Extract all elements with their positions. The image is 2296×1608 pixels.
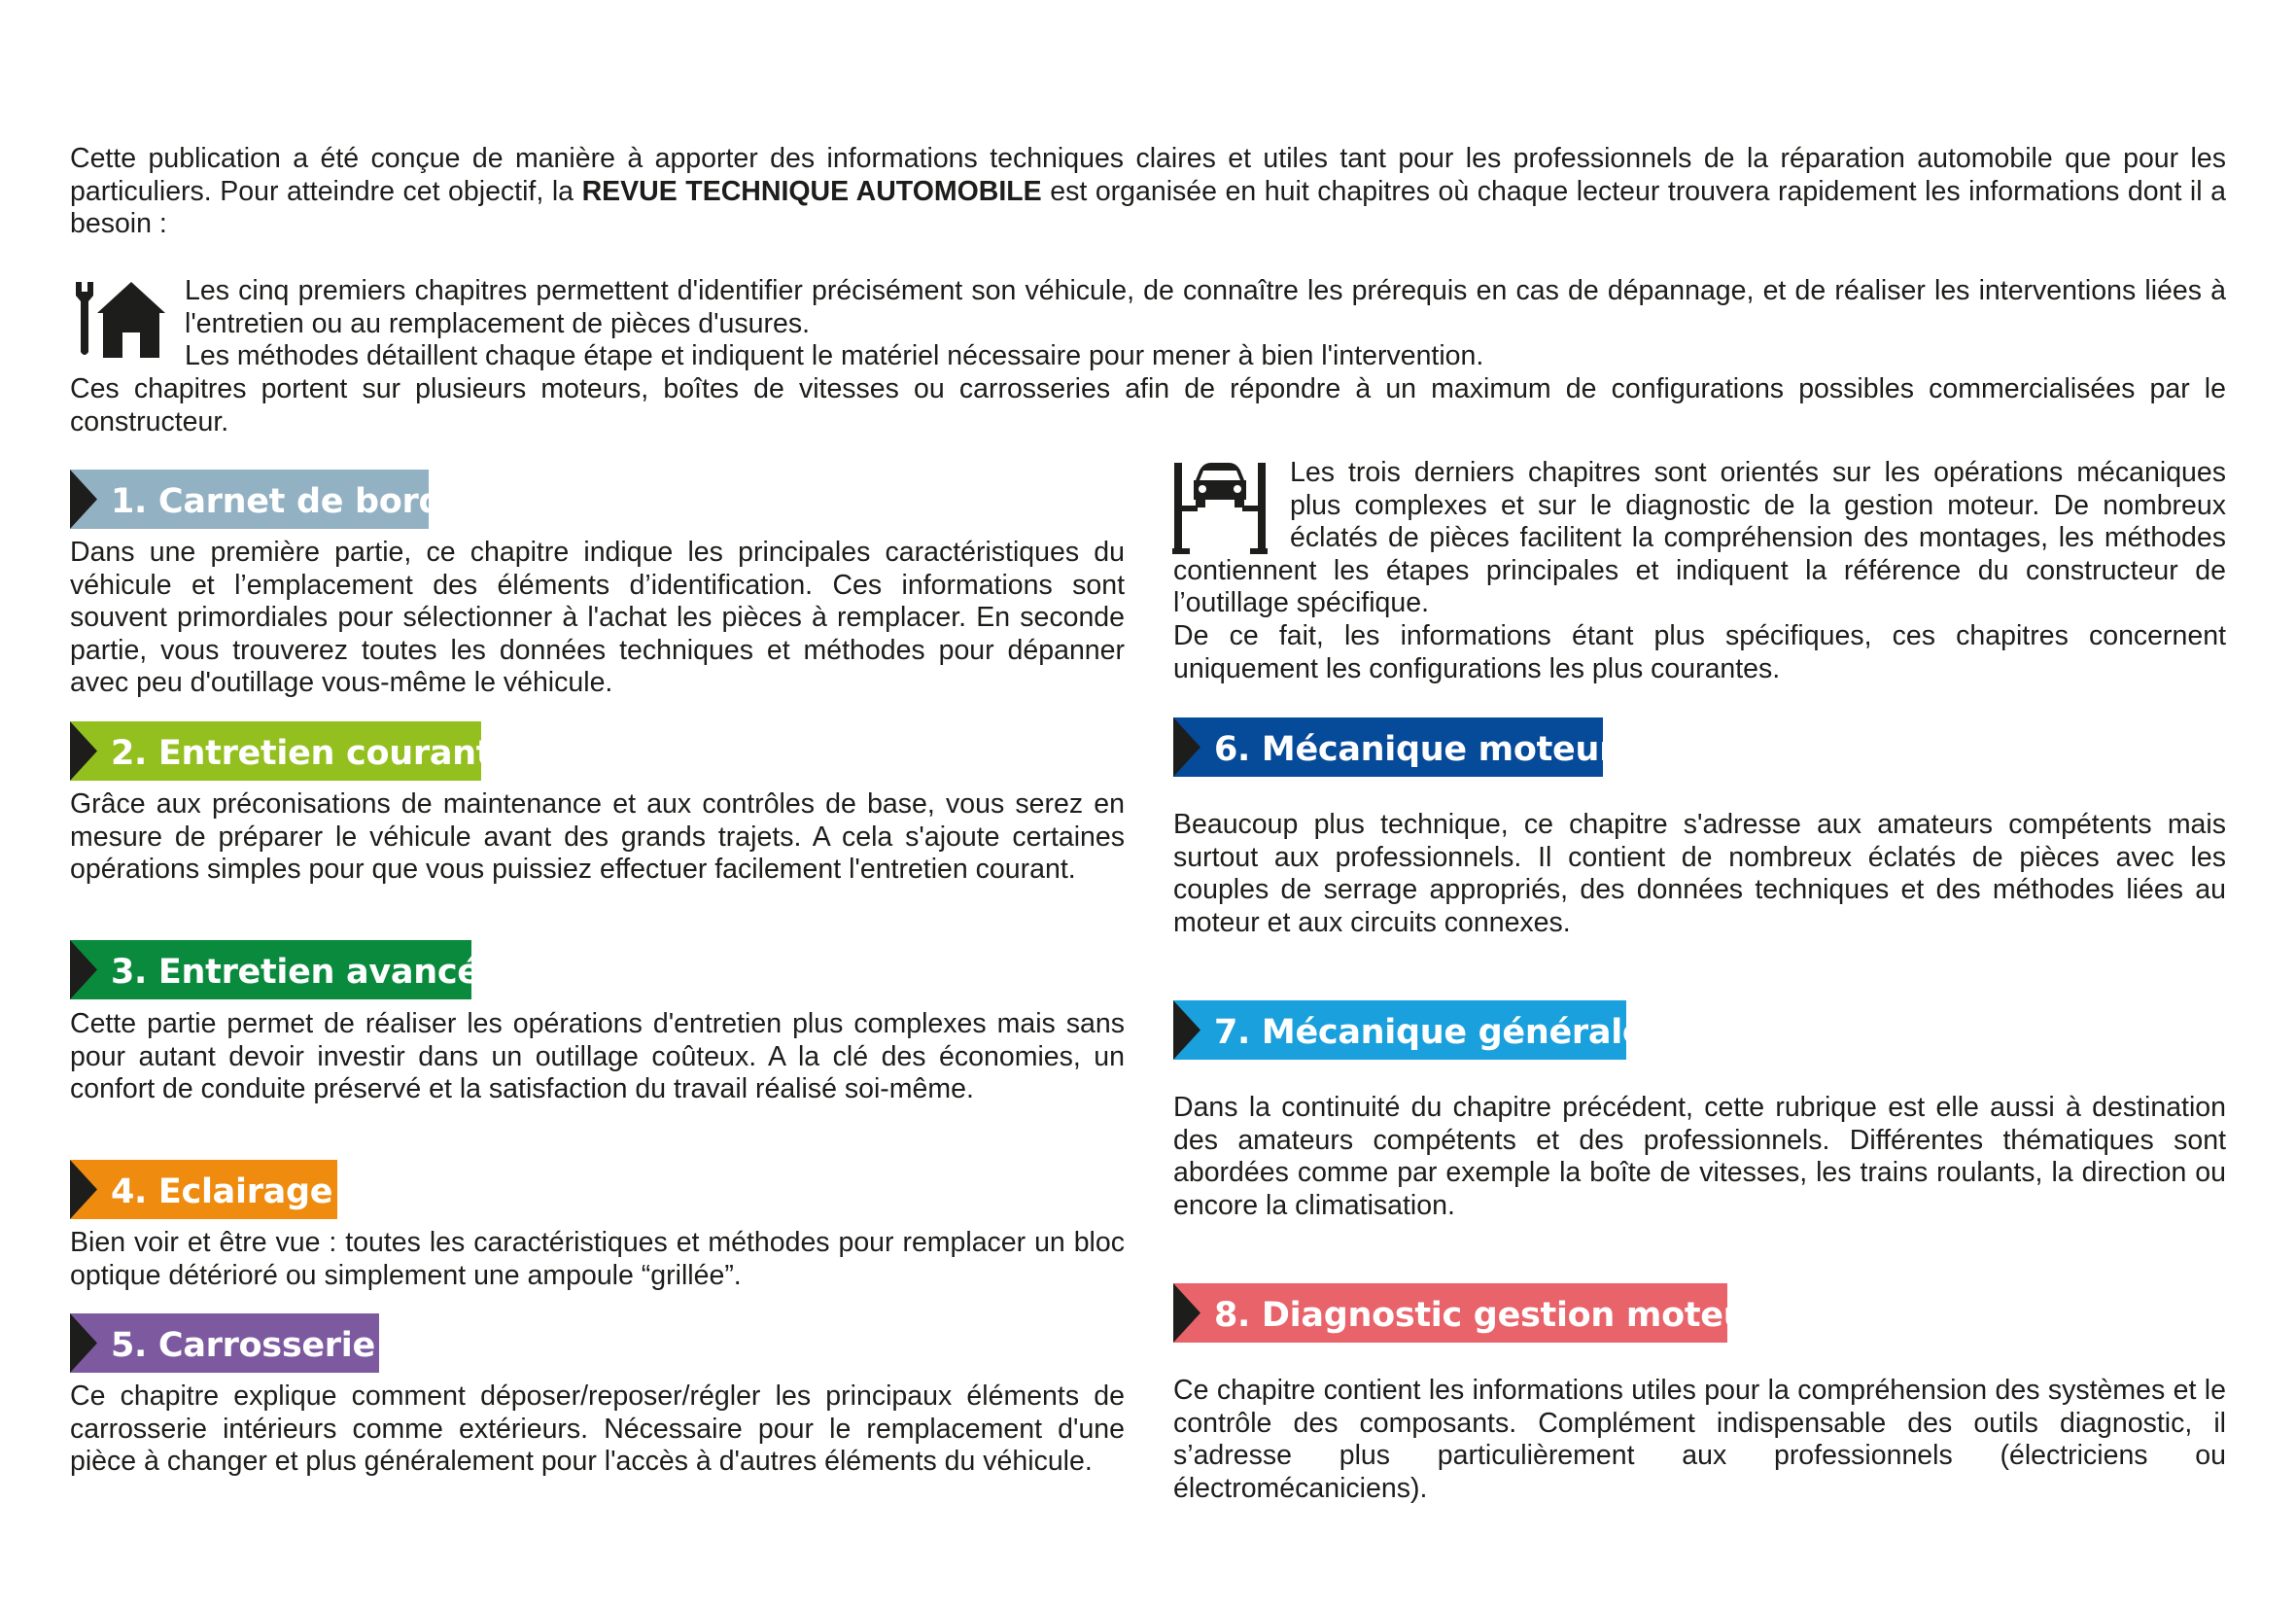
chapter-6-heading [1173, 717, 1617, 777]
chapter-2-body: Grâce aux préconisations de maintenance et aux contrôles de base, vous serez en mesure de préparer le véhicule avant des grands trajets. A cela s'ajoute certaines opérations simples pour que vous puissiez effectuer facilement l'entretien courant. [70, 788, 1125, 885]
chapter-5-body: Ce chapitre explique comment déposer/reposer/régler les principaux éléments de carrosserie intérieurs comme extérieurs. Nécessaire pour le remplacement d'une pièce à changer et plus généralement pour l'accès à d'autres éléments du véhicule. [70, 1381, 1125, 1477]
chapter-4-title: 4. Eclairage [111, 1171, 333, 1211]
chapter-6-title: 6. Mécanique moteur [1214, 729, 1617, 769]
chapter-6-body: Beaucoup plus technique, ce chapitre s'adresse aux amateurs compétents mais surtout aux professionnels. Il contient de nombreux éclatés de pièces avec les couples de serrage appropriés, des données techniques et des méthodes liées au moteur et aux circuits connexes. [1173, 809, 2226, 938]
chapter-4-body: Bien voir et être vue : toutes les caractéristiques et méthodes pour remplacer un bloc optique détérioré ou simplement une ampoule “grillée”. [70, 1227, 1125, 1291]
chapter-2-heading [70, 721, 493, 781]
chapter-3-title: 3. Entretien avancé [111, 952, 480, 992]
lift-block-para-1: Les trois derniers chapitres sont orientés sur les opérations mécaniques plus complexes et sur le diagnostic de la gestion moteur. De nombreux éclatés de pièces facilitent la compréhension des montages, les méthodes contiennent les étapes principales et indiquent la référence du constructeur de l’outillage spécifique. [1173, 457, 2226, 618]
lift-block-text-1 [1173, 457, 2226, 620]
chapter-1-body: Dans une première partie, ce chapitre indique les principales caractéristiques du véhicule et l’emplacement des éléments d’identification. Ces informations sont souvent primordiales pour sélectionner à l'achat les pièces à remplacer. En seconde partie, vous trouverez toutes les données techniques et méthodes pour dépanner avec peu d'outillage vous-même le véhicule. [70, 537, 1125, 698]
chapter-7-heading [1173, 1000, 1646, 1060]
chapter-8-heading [1173, 1283, 1764, 1343]
chapter-4-heading [70, 1160, 337, 1219]
chapter-5-heading [70, 1313, 379, 1373]
house-block-text-3: Ces chapitres portent sur plusieurs moteurs, boîtes de vitesses ou carrosseries afin de répondre à un maximum de configurations possibles commercialisées par le constructeur. [70, 373, 2226, 437]
intro-paragraph [70, 143, 2226, 241]
house-block-text-1: Les cinq premiers chapitres permettent d'identifier précisément son véhicule, de connaître les prérequis en cas de dépannage, et de réaliser les interventions liées à l'entretien ou au remplacement de pièces d'usures. [185, 275, 2226, 339]
wrench-house-icon [68, 278, 165, 358]
chapter-8-body: Ce chapitre contient les informations utiles pour la compréhension des systèmes et le contrôle des composants. Complément indispensable des outils diagnostic, il s’adresse plus particulièrement aux professionnels (électriciens ou électromécaniciens). [1173, 1375, 2226, 1504]
chapter-5-title: 5. Carrosserie [111, 1325, 375, 1365]
chapter-3-body: Cette partie permet de réaliser les opérations d'entretien plus complexes mais sans pour autant devoir investir dans un outillage coûteux. A la clé des économies, un confort de conduite préservé et la satisfaction du travail réalisé soi-même. [70, 1008, 1125, 1104]
intro-text-1: Cette publication a été conçue de manière à apporter des informations techniques claires et utiles tant pour les professionnels de la réparation automobile que pour les particuliers. Pour atteindre cet objectif, la [70, 143, 2226, 207]
chapter-2-title: 2. Entretien courant [111, 733, 493, 773]
chapter-3-heading [70, 940, 480, 999]
intro-text-2: est organisée en huit chapitres où chaque lecteur trouvera rapidement les informations dont il a besoin : [70, 175, 2226, 239]
house-block-text-2: Les méthodes détaillent chaque étape et indiquent le matériel nécessaire pour mener à bien l'intervention. [185, 340, 1484, 371]
chapter-8-title: 8. Diagnostic gestion moteur [1214, 1295, 1764, 1335]
chapter-1-heading [70, 470, 443, 529]
chapter-1-title: 1. Carnet de bord [111, 481, 443, 521]
chapter-7-body: Dans la continuité du chapitre précédent, cette rubrique est elle aussi à destination des amateurs compétents et des professionnels. Différentes thématiques sont abordées comme par exemple la boîte de vitesses, les trains roulants, la direction ou encore la climatisation. [1173, 1092, 2226, 1221]
publication-name: REVUE TECHNIQUE AUTOMOBILE [581, 175, 1042, 207]
lift-block-text-2: De ce fait, les informations étant plus spécifiques, ces chapitres concernent uniquement les configurations les plus courantes. [1173, 620, 2226, 684]
chapter-7-title: 7. Mécanique générale [1214, 1012, 1646, 1052]
